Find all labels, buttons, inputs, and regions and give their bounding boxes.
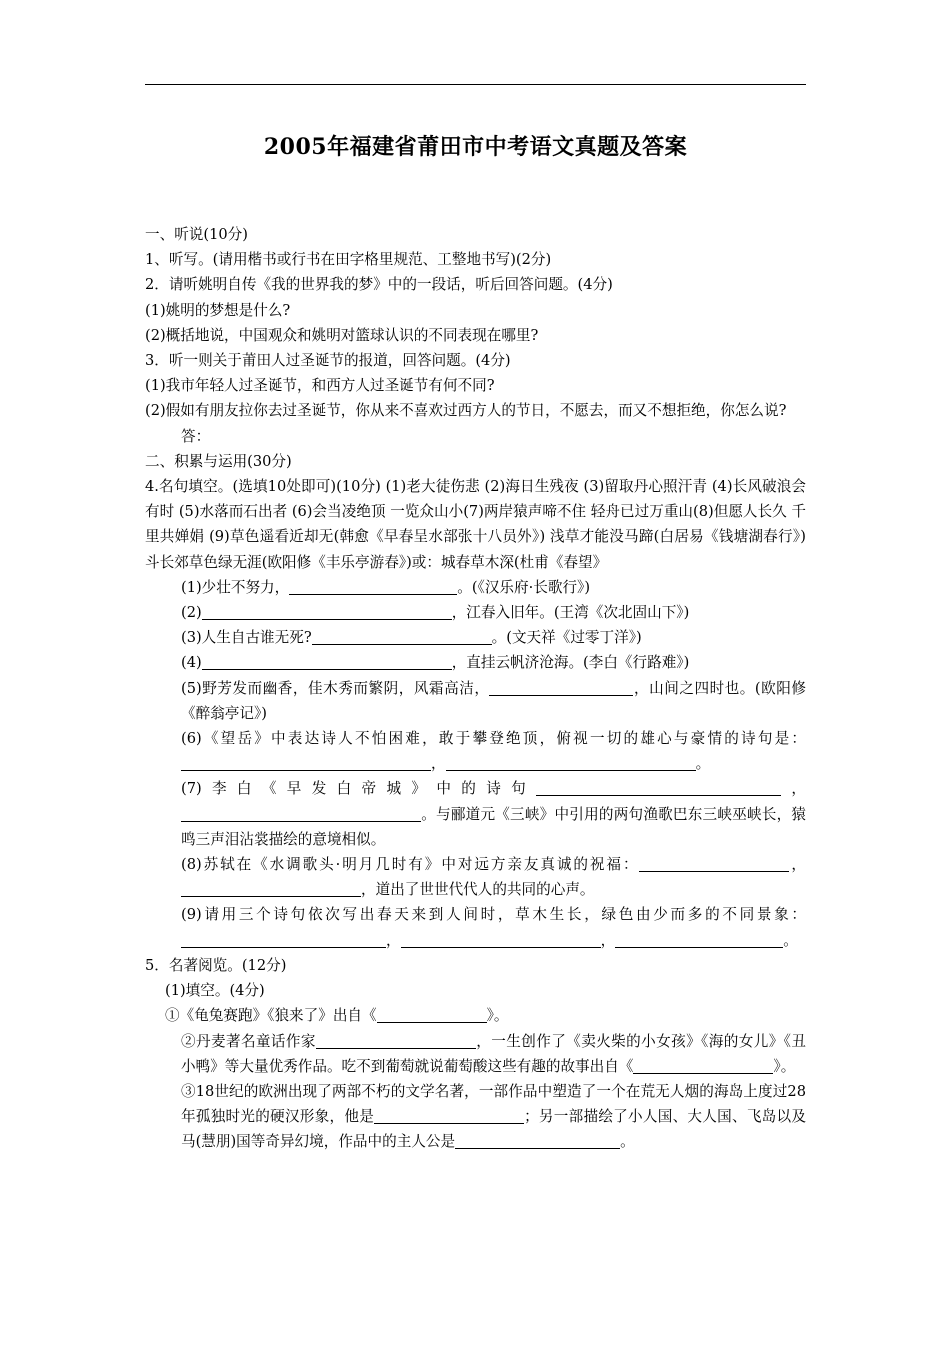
section-heading: 二、积累与运用(30分) bbox=[145, 452, 292, 470]
question-line: (1)我市年轻人过圣诞节，和西方人过圣诞节有何不同? bbox=[145, 377, 495, 395]
document-body bbox=[145, 222, 806, 1155]
fill-question-5-1-a: ①《龟兔赛跑》《狼来了》出自《 》。 bbox=[165, 1007, 509, 1025]
section-heading: 一、听说(10分) bbox=[145, 226, 248, 243]
answer-blank[interactable] bbox=[615, 931, 783, 948]
answer-blank[interactable] bbox=[633, 1057, 773, 1074]
header-rule bbox=[145, 84, 806, 85]
question-line: (1)姚明的梦想是什么? bbox=[145, 301, 291, 319]
fill-question-9: (9)请用三个诗句依次写出春天来到人间时，草木生长，绿色由少而多的不同景象：， ， 。 bbox=[181, 906, 806, 949]
fill-question-8: (8)苏轼在《水调歌头·明月几时有》中对远方亲友真诚的祝福： ，，道出了世世代代人的共同的心声。 bbox=[181, 856, 806, 899]
question-line: 4.名句填空。(选填10处即可)(10分) (1)老大徒伤悲 (2)海日生残夜 (3)留取丹心照汗青 (4)长风破浪会有时 (5)水落而石出者 (6)会当凌绝顶 一览众山小(7)两岸猿声啼不住 轻舟已过万重山(8)但愿人长久 千里共婵娟 (9)草色遥看近却无(韩愈《早春呈水部张十八员外》) 浅草才能没马蹄(白居易《钱塘湖春行》)斗长郊草色绿无涯(欧阳修《丰乐亭游春》)或：城春草木深(杜甫《春望》 bbox=[145, 478, 806, 571]
answer-blank[interactable] bbox=[202, 653, 452, 670]
fill-question-2: (2) ，江春入旧年。(王湾《次北固山下》) bbox=[181, 604, 690, 622]
answer-blank[interactable] bbox=[181, 805, 421, 822]
answer-blank[interactable] bbox=[489, 679, 633, 696]
question-line: 2．请听姚明自传《我的世界我的梦》中的一段话，听后回答问题。(4分) bbox=[145, 276, 613, 294]
fill-question-5-1-b: ②丹麦著名童话作家 ，一生创作了《卖火柴的小女孩》《海的女儿》《丑小鸭》等大量优秀作品。吃不到葡萄就说葡萄酸这些有趣的故事出自《 》。 bbox=[181, 1032, 806, 1075]
answer-blank[interactable] bbox=[377, 1006, 487, 1023]
question-line: 1、听写。(请用楷书或行书在田字格里规范、工整地书写)(2分) bbox=[145, 251, 552, 269]
document-title: 2005年福建省莆田市中考语文真题及答案 bbox=[263, 134, 688, 160]
answer-blank[interactable] bbox=[316, 1032, 476, 1049]
fill-question-4: (4) ，直挂云帆济沧海。(李白《行路难》) bbox=[181, 654, 690, 672]
answer-blank[interactable] bbox=[401, 931, 601, 948]
question-line: (2)概括地说，中国观众和姚明对篮球认识的不同表现在哪里? bbox=[145, 326, 539, 344]
answer-blank[interactable] bbox=[181, 931, 386, 948]
answer-blank[interactable] bbox=[639, 855, 789, 872]
section-heading: 5．名著阅览。(12分) bbox=[145, 956, 287, 974]
answer-blank[interactable] bbox=[181, 880, 361, 897]
fill-question-1: (1)少壮不努力， 。(《汉乐府·长歌行》) bbox=[181, 578, 591, 596]
answer-blank[interactable] bbox=[181, 754, 431, 771]
answer-blank[interactable] bbox=[312, 628, 492, 645]
answer-blank[interactable] bbox=[202, 603, 452, 620]
subsection-heading: (1)填空。(4分) bbox=[165, 982, 265, 1000]
answer-blank[interactable] bbox=[446, 754, 696, 771]
answer-blank[interactable] bbox=[536, 779, 781, 796]
question-line: (2)假如有朋友拉你去过圣诞节，你从来不喜欢过西方人的节日，不愿去，而又不想拒绝，你怎么说? bbox=[145, 402, 787, 420]
fill-question-5: (5)野芳发而幽香，佳木秀而繁阴，风霜高洁， ，山间之四时也。(欧阳修《醉翁亭记》) bbox=[181, 679, 806, 722]
fill-question-5-1-c: ③18世纪的欧洲出现了两部不朽的文学名著，一部作品中塑造了一个在荒无人烟的海岛上度过28年孤独时光的硬汉形象，他是 ；另一部描绘了小人国、大人国、飞岛以及马(慧朋)国等奇异幻境，作品中的主人公是 。 bbox=[181, 1082, 806, 1151]
fill-question-6: (6)《望岳》中表达诗人不怕困难，敢于攀登绝顶，俯视一切的雄心与豪情的诗句是：， 。 bbox=[181, 730, 806, 773]
answer-blank[interactable] bbox=[455, 1132, 620, 1149]
answer-label: 答： bbox=[181, 427, 211, 445]
answer-blank[interactable] bbox=[374, 1107, 524, 1124]
fill-question-3: (3)人生自古谁无死? 。(文天祥《过零丁洋》) bbox=[181, 629, 642, 647]
question-line: 3．听一则关于莆田人过圣诞节的报道，回答问题。(4分) bbox=[145, 352, 511, 370]
fill-question-7: (7)李白《早发白帝城》中的诗句 ，。与郦道元《三峡》中引用的两句渔歌巴东三峡巫峡长，猿鸣三声泪沾裳描绘的意境相似。 bbox=[181, 780, 806, 848]
answer-blank[interactable] bbox=[289, 578, 457, 595]
